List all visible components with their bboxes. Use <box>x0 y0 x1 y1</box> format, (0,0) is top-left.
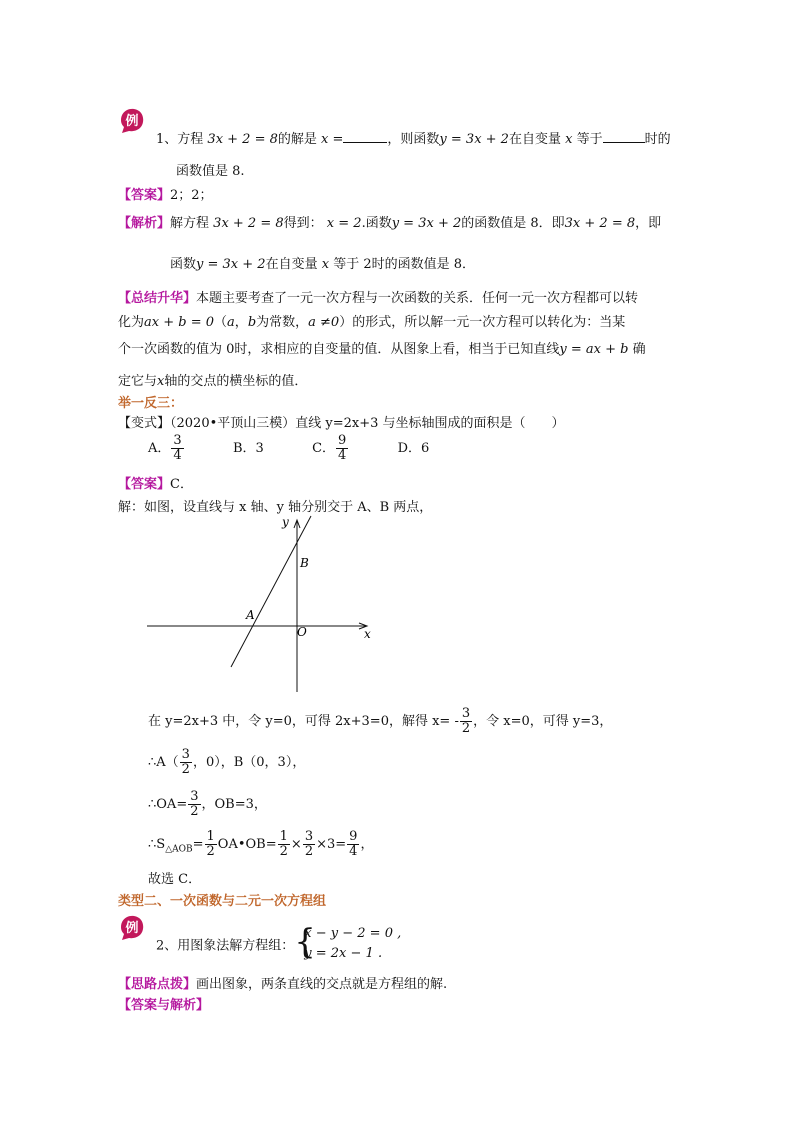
solution-step1 <box>148 707 612 736</box>
option-c-fraction: $\frac{9}{4}$ <box>338 433 347 463</box>
analysis1-text2: 得到： <box>283 216 323 231</box>
option-c-label: C． <box>312 441 336 456</box>
step4-a: ∴S <box>148 837 166 852</box>
summary-line4-a: 定它与 <box>118 374 158 389</box>
step4-c: OA•OB= <box>217 837 277 852</box>
step1-fraction: $\frac{3}{2}$ <box>461 706 471 736</box>
summary-line1-text: 本题主要考查了一元一次方程与一次函数的关系．任何一元一次方程都可以转 <box>196 291 639 306</box>
example2-line <box>156 924 401 964</box>
x-axis-label: x <box>364 627 371 641</box>
analysis1-line2-a: 函数 <box>170 257 197 272</box>
step4-fraction1: $\frac{1}{2}$ <box>206 829 215 859</box>
equation-system <box>294 924 401 964</box>
point-b-label: B <box>300 556 309 570</box>
system-brace: { <box>294 922 316 962</box>
answer-blank-2 <box>603 130 645 143</box>
step2-b: ，0），B（0，3）， <box>192 755 306 770</box>
answer-blank-1 <box>343 130 387 143</box>
summary-var-a: a <box>227 315 235 330</box>
step4-b: = <box>192 837 204 852</box>
summary-line2-c: ， <box>234 315 248 330</box>
answer1-tag: 【答案】 <box>118 188 171 203</box>
solution-step4 <box>148 830 373 859</box>
summary-var-b: b <box>247 315 257 330</box>
solution-step2 <box>148 748 305 777</box>
system-row2: y = 2x − 1 . <box>304 946 383 961</box>
origin-label: O <box>297 625 307 639</box>
step3-a: ∴OA= <box>148 797 188 812</box>
step3-b: ，OB=3， <box>201 797 267 812</box>
option-b: B．3 <box>232 441 264 456</box>
step3-fraction: $\frac{3}{2}$ <box>190 789 199 819</box>
analysis1-line2-c: 等于 2时的函数值是 8． <box>333 257 476 272</box>
option-a-fraction: $\frac{3}{4}$ <box>173 433 182 463</box>
analysis1-line2-b: 在自变量 <box>265 257 318 272</box>
point-a-label: A <box>246 608 255 622</box>
example1-end: 时的 <box>644 132 671 147</box>
summary-line2-a: 化为 <box>118 315 145 330</box>
option-d: D．6 <box>397 441 430 456</box>
summary-line4-b: 轴的交点的横坐标的值． <box>164 374 308 389</box>
badge-label: 例 <box>125 114 139 129</box>
step4-e: ×3= <box>316 837 347 852</box>
example1-eq2: y = 3x + 2 <box>439 132 509 147</box>
example1-mid4: 等于 <box>576 132 603 147</box>
badge2-label: 例 <box>125 921 139 936</box>
analysis1-text3: .函数 <box>361 216 392 231</box>
step2-a: ∴A（ <box>148 755 179 770</box>
hint-text: 画出图象，两条直线的交点就是方程组的解. <box>196 977 448 992</box>
example1-xeq: x = <box>321 132 344 147</box>
analysis1-line2-x: x <box>321 257 330 272</box>
example-badge-icon <box>118 106 146 134</box>
analysis1-text5: ，即 <box>635 216 662 231</box>
solution-intro: 解：如图，设直线与 x 轴、y 轴分别交于 A、B 两点， <box>118 500 433 515</box>
answer1 <box>118 184 213 203</box>
hint <box>118 973 447 992</box>
solution-conclusion: 故选 C． <box>148 872 202 887</box>
summary-tag: 【总结升华】 <box>118 291 197 306</box>
example1-mid: 的解是 <box>277 132 317 147</box>
step4-times: × <box>290 837 302 852</box>
system-row1: x − y − 2 = 0 , <box>304 926 402 941</box>
analysis1-tag: 【解析】 <box>118 216 171 231</box>
step4-sub: △AOB <box>165 844 193 855</box>
example2-text: 2、用图象法解方程组： <box>156 938 295 954</box>
example1-prefix: 1、方程 <box>156 132 204 147</box>
summary-line3 <box>118 338 646 357</box>
summary-line2-e: ）的形式，所以解一元一次方程可以转化为：当某 <box>339 315 626 330</box>
analysis1-eq3: y = 3x + 2 <box>391 216 462 231</box>
analysis1-eq4: 3x + 2 = 8 <box>564 216 636 231</box>
example2-badge-icon <box>118 913 146 941</box>
step2-fraction: $\frac{3}{2}$ <box>181 747 190 777</box>
y-axis-label: y <box>282 515 289 529</box>
analysis1-eq2: x = 2 <box>326 216 362 231</box>
summary-line4-x: x <box>157 374 165 389</box>
step4-fraction2: $\frac{1}{2}$ <box>279 829 288 859</box>
step4-fraction3: $\frac{3}{2}$ <box>304 829 314 859</box>
summary-line2-d: 为常数， <box>256 315 309 330</box>
step1-a: 在 y=2x+3 中，令 y=0，可得 2x+3=0，解得 x= - <box>148 714 459 729</box>
type2-heading: 类型二、一次函数与二元一次方程组 <box>118 894 327 909</box>
summary-line1 <box>118 287 638 306</box>
solution-step3 <box>148 790 267 819</box>
example1-eq1: 3x + 2 = 8 <box>207 132 278 147</box>
option-a-label: A． <box>148 441 171 456</box>
analysis1-text1: 解方程 <box>170 216 210 231</box>
coordinate-graph <box>145 512 385 697</box>
answer2 <box>118 473 193 492</box>
hint-tag: 【思路点拨】 <box>118 977 197 992</box>
example1-mid3: 在自变量 <box>508 132 561 147</box>
answer1-text: 2；2； <box>170 188 213 203</box>
analysis1-eq1: 3x + 2 = 8 <box>213 216 284 231</box>
example1-xvar: x <box>565 132 573 147</box>
answer2-tag: 【答案】 <box>118 477 171 492</box>
example1-mid2: ，则函数 <box>387 132 440 147</box>
variant-question: 【变式】（2020•平顶山三模）直线 y=2x+3 与坐标轴围成的面积是（ ） <box>118 416 565 431</box>
analysis1-line1 <box>118 212 661 231</box>
summary-line2 <box>118 311 625 330</box>
variant-options <box>148 434 429 463</box>
analysis1-text4: 的函数值是 8．即 <box>461 216 565 231</box>
answer3-tag: 【答案与解析】 <box>118 998 210 1013</box>
step1-b: ，令 x=0，可得 y=3， <box>473 714 613 729</box>
answer2-text: C． <box>170 477 193 492</box>
analysis1-line2 <box>170 253 475 272</box>
example1-line2: 函数值是 8. <box>176 164 245 179</box>
summary-line3-b: 确 <box>632 342 646 357</box>
summary-line4 <box>118 370 307 389</box>
summary-line2-neq: a ≠0 <box>308 315 340 330</box>
summary-line2-b: （ <box>214 315 228 330</box>
summary-line3-a: 个一次函数的值为 0时，求相应的自变量的值．从图象上看，相当于已知直线 <box>118 342 560 357</box>
example1-line1 <box>156 128 671 147</box>
summary-line2-eq: ax + b = 0 <box>144 315 215 330</box>
function-line <box>231 516 311 667</box>
practice-heading: 举一反三： <box>118 396 184 411</box>
analysis1-line2-eq: y = 3x + 2 <box>196 257 266 272</box>
step4-f: ， <box>360 837 374 852</box>
summary-line3-eq: y = ax + b <box>559 342 629 357</box>
step4-fraction4: $\frac{9}{4}$ <box>349 829 358 859</box>
